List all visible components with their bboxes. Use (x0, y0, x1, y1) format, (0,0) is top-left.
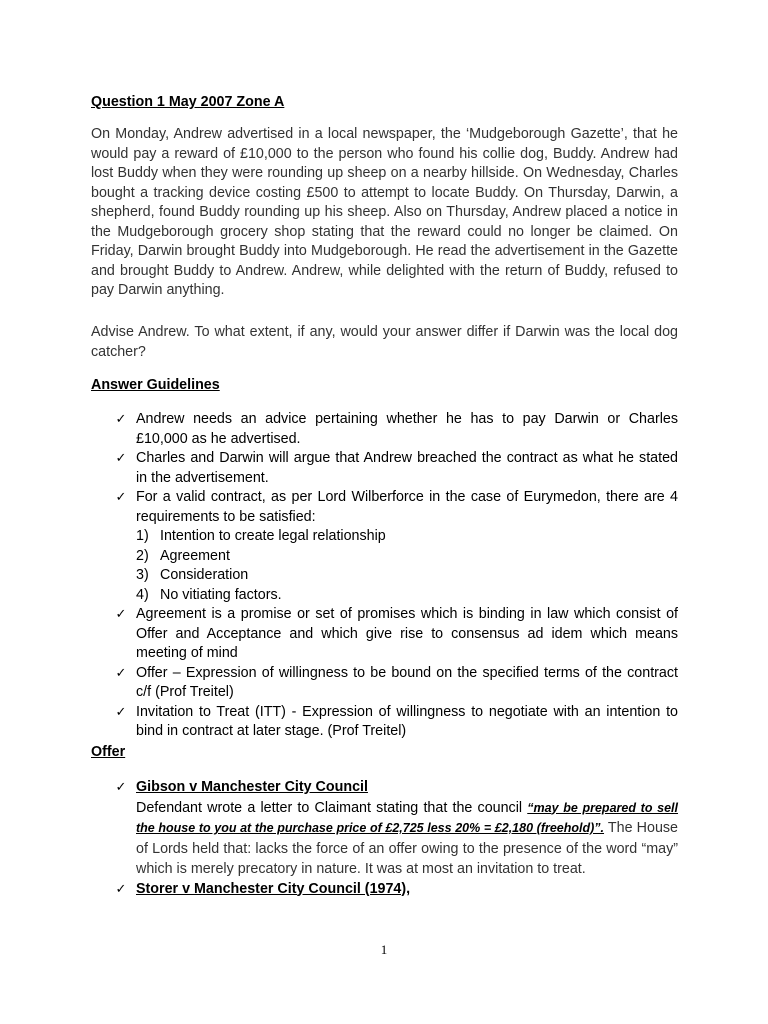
checkmark-icon: ✓ (115, 490, 127, 505)
offer-heading: Offer (91, 744, 126, 760)
requirement-item: 1) Intention to create legal relationship (136, 528, 386, 544)
question-instruction: Advise Andrew. To what extent, if any, would your answer differ if Darwin was the local dog catcher? (91, 324, 678, 360)
checkmark-icon: ✓ (115, 881, 127, 897)
checkmark-icon: ✓ (115, 412, 127, 427)
case-title: Storer v Manchester City Council (1974), (136, 880, 411, 897)
list-item: ✓ For a valid contract, as per Lord Wilberforce in the case of Eurymedon, there are 4 requirements to be satisfied: (115, 489, 678, 525)
case-item (115, 880, 678, 900)
checkmark-icon: ✓ (115, 451, 127, 466)
list-item: ✓ Andrew needs an advice pertaining whether he has to pay Darwin or Charles £10,000 as he advertised. (115, 411, 678, 447)
checkmark-icon: ✓ (115, 780, 127, 795)
guidelines-list (115, 410, 678, 742)
list-item: ✓ Invitation to Treat (ITT) - Expression of willingness to negotiate with an intention to bind in contract at later stage. (Prof Treitel) (115, 703, 678, 739)
list-item: ✓ Agreement is a promise or set of promises which is binding in law which consist of Offer and Acceptance and which give rise to consensus ad idem which means meeting of mind (115, 606, 678, 661)
list-item: ✓ Charles and Darwin will argue that Andrew breached the contract as what he stated in the advertisement. (115, 450, 678, 486)
requirement-item: 3) Consideration (136, 567, 249, 583)
page-number: 1 (380, 942, 388, 957)
case-item (115, 778, 678, 798)
requirement-item: 4) No vitiating factors. (136, 586, 282, 603)
question-heading: Question 1 May 2007 Zone A (91, 94, 285, 110)
guidelines-heading: Answer Guidelines (91, 377, 220, 393)
case-description: Defendant wrote a letter to Claimant stating that the council “may be prepared to sell the house to you at the purchase price of £2,725 less 20% = £2,180 (freehold)”. The House of Lords held that: lacks the force of an offer owing to the presence of the word “may” which is merely precatory in nature. It was at most an invitation to treat. (136, 799, 679, 877)
checkmark-icon: ✓ (115, 704, 127, 720)
case-quote: “may be prepared to sell the house to you at the purchase price of £2,725 less 20% = £2,180 (freehold)”. (136, 800, 679, 835)
question-paragraph: On Monday, Andrew advertised in a local newspaper, the ‘Mudgeborough Gazette’, that he would pay a reward of £10,000 to the person who found his collie dog, Buddy. Andrew had lost Buddy when they were rounding up sheep on a nearby hillside. On Wednesday, Charles bought a tracking device costing £500 to attempt to locate Buddy. On Thursday, Darwin, a shepherd, found Buddy rounding up his sheep. Also on Thursday, Andrew placed a notice in the Mudgeborough grocery shop stating that the reward could no longer be claimed. On Friday, Darwin brought Buddy into Mudgeborough. He read the advertisement in the Gazette and brought Buddy to Andrew. Andrew, while delighted with the return of Buddy, refused to pay Darwin anything. (91, 126, 678, 298)
offer-cases (115, 778, 679, 899)
list-item: ✓ Offer – Expression of willingness to be bound on the specified terms of the contract c/f (Prof Treitel) (115, 664, 678, 700)
checkmark-icon: ✓ (115, 607, 127, 622)
requirement-item: 2) Agreement (136, 547, 230, 564)
checkmark-icon: ✓ (115, 665, 127, 681)
case-title: Gibson v Manchester City Council (136, 779, 368, 795)
